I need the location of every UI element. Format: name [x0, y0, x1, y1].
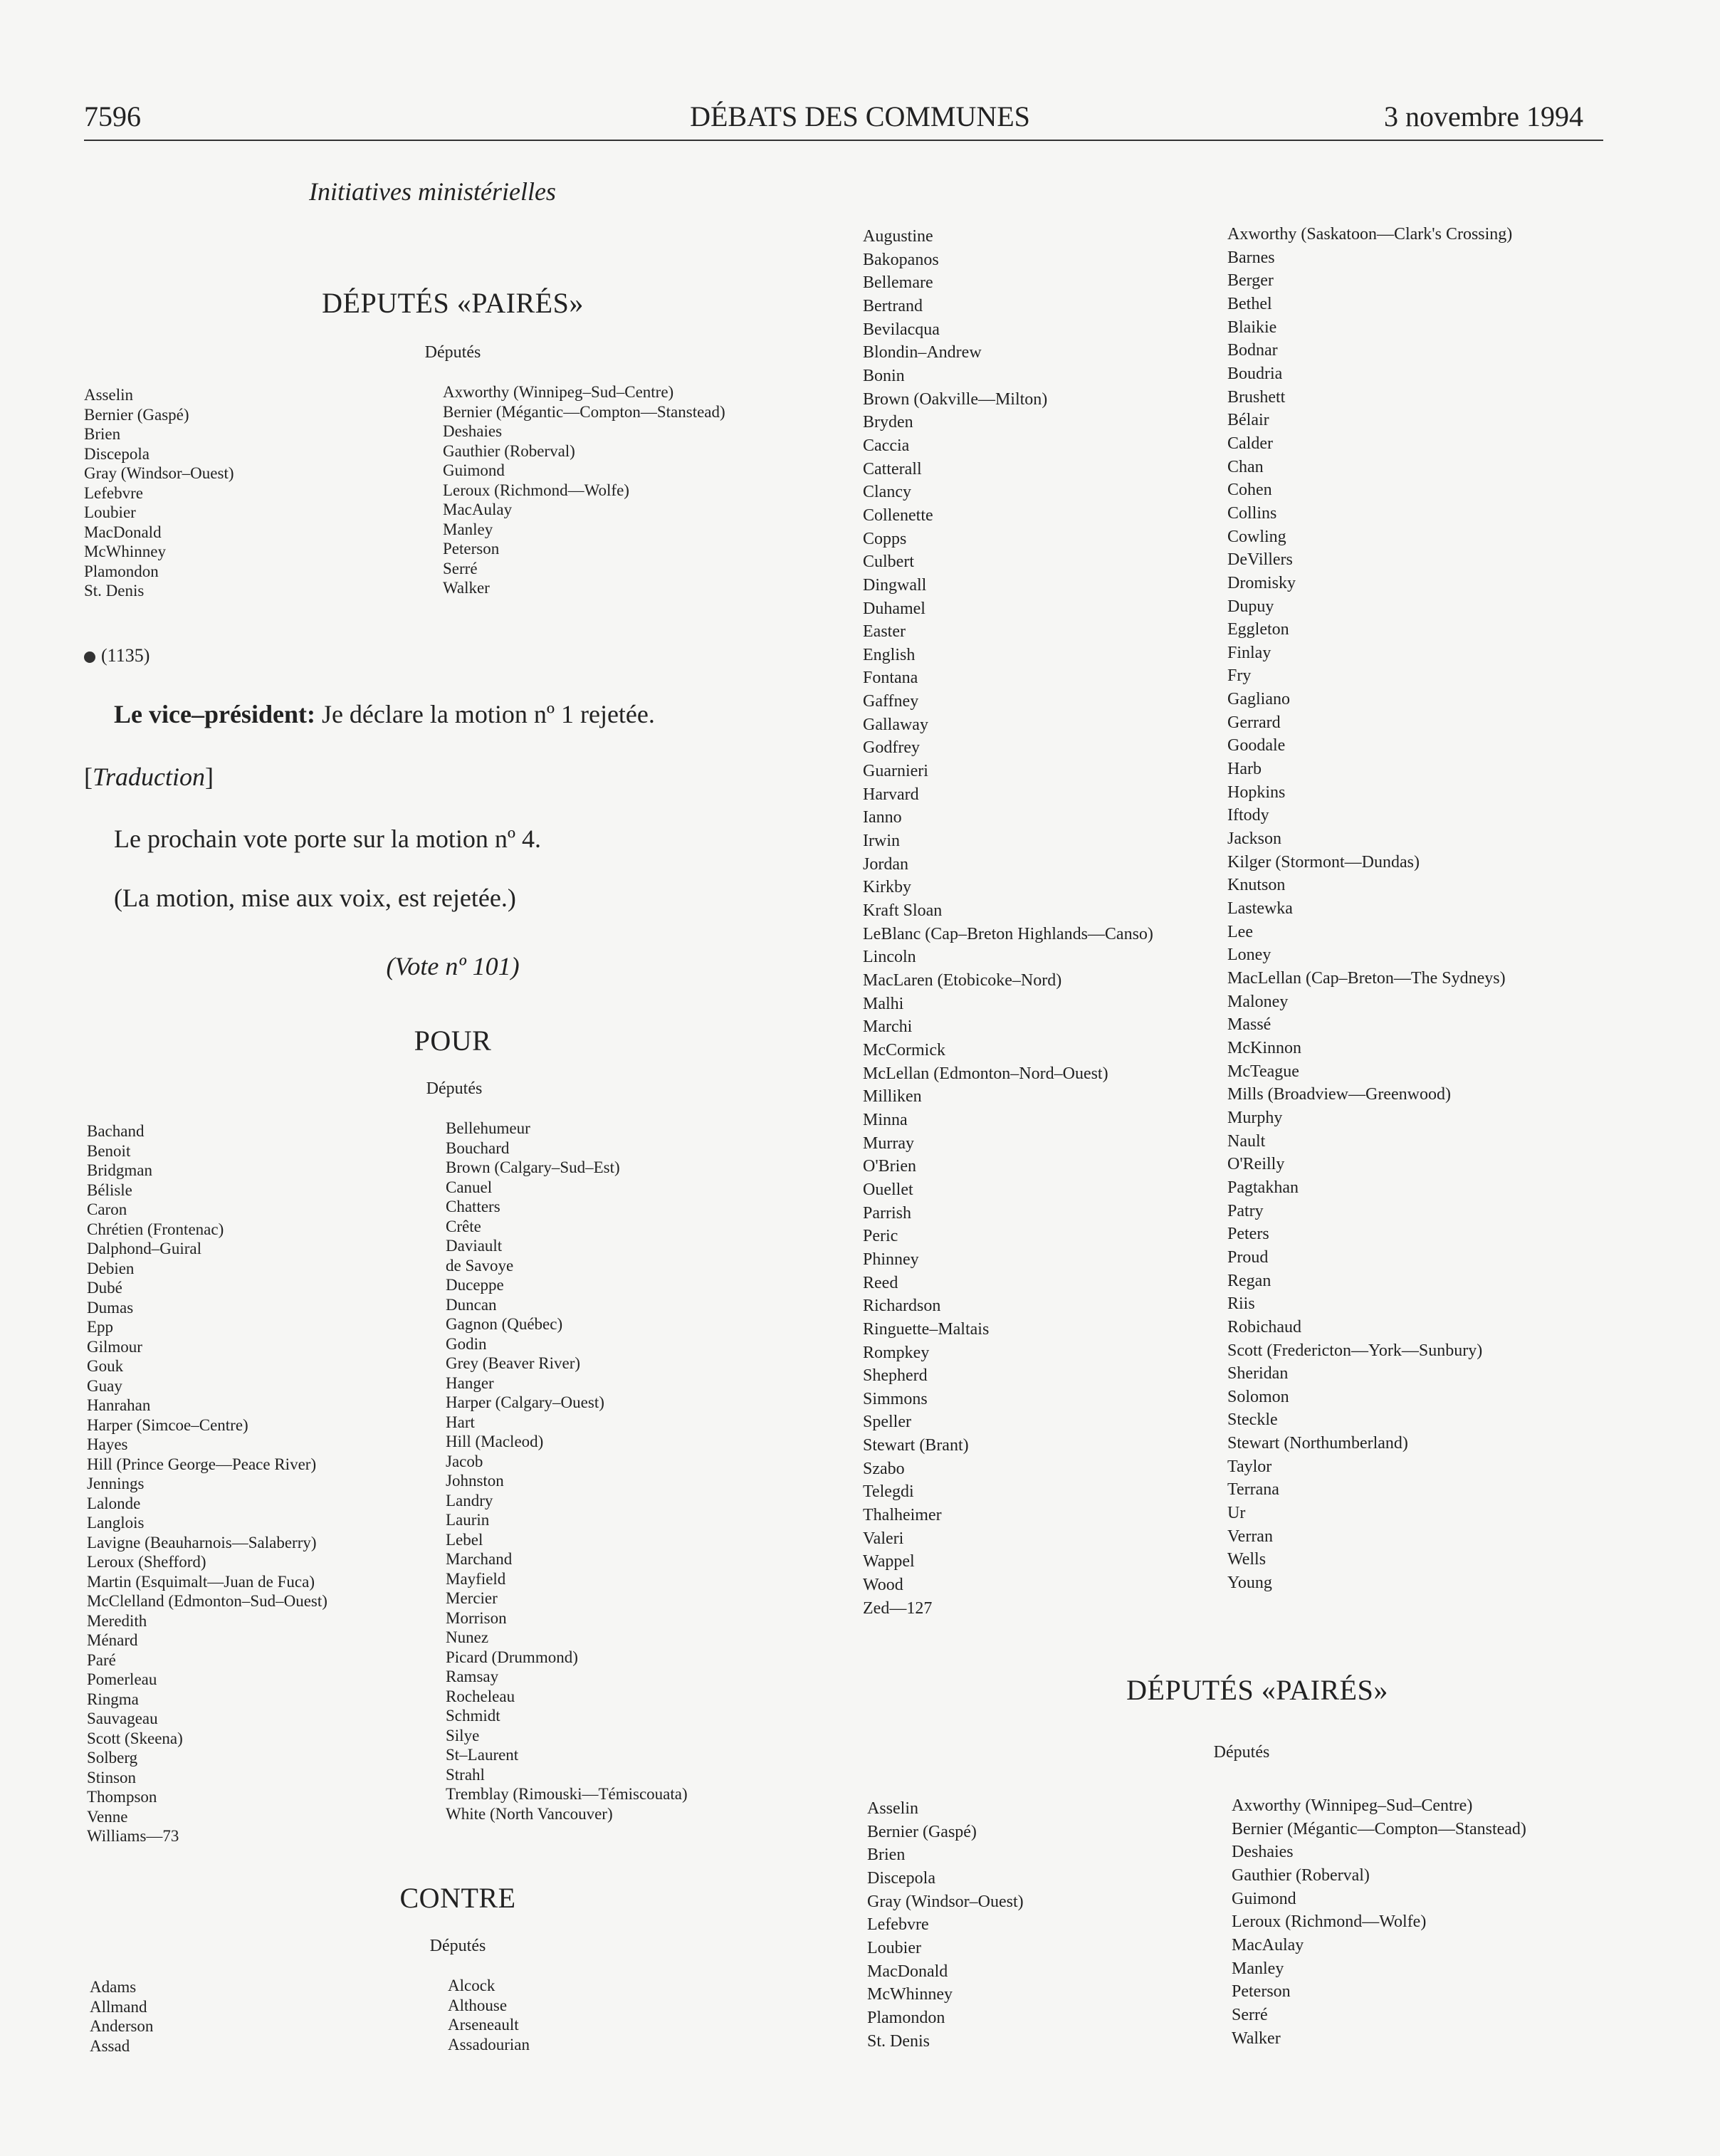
member-name: St. Denis — [867, 2031, 930, 2051]
member-name: Morrison — [446, 1608, 507, 1627]
contre-col3 — [863, 225, 1153, 1620]
member-name: Eggleton — [1227, 620, 1289, 639]
member-name: Nault — [1227, 1131, 1266, 1151]
member-name: Clancy — [863, 483, 911, 502]
motion-result: (La motion, mise aux voix, est rejetée.) — [114, 884, 516, 912]
member-name: Mayfield — [446, 1569, 506, 1588]
member-name: Young — [1227, 1574, 1272, 1593]
member-name: MacLellan (Cap–Breton—The Sydneys) — [1227, 969, 1506, 988]
member-name: Deshaies — [443, 422, 503, 440]
member-name: Bernier (Mégantic—Compton—Stanstead) — [443, 402, 725, 421]
header-rule — [84, 140, 1603, 141]
member-name: Hart — [446, 1413, 475, 1431]
member-name: Assadourian — [448, 2035, 530, 2053]
member-name: Richardson — [863, 1297, 941, 1316]
member-name: Gray (Windsor–Ouest) — [84, 464, 234, 482]
member-name: Manley — [1232, 1959, 1284, 1978]
member-name: Dalphond–Guiral — [87, 1240, 201, 1257]
member-name: Allmand — [90, 1997, 147, 2016]
member-name: Scott (Fredericton—York—Sunbury) — [1227, 1341, 1483, 1360]
paired-bottom-title: DÉPUTÉS «PAIRÉS» — [1126, 1674, 1388, 1706]
member-name: Lefebvre — [84, 483, 143, 502]
member-name: Lebel — [446, 1530, 483, 1549]
member-name: Williams—73 — [87, 1827, 179, 1845]
member-name: Culbert — [863, 553, 914, 572]
member-name: Duhamel — [863, 599, 925, 618]
member-name: Rocheleau — [446, 1687, 515, 1705]
member-name: Jacob — [446, 1452, 483, 1470]
member-name: Canuel — [446, 1178, 493, 1196]
member-name: Gauthier (Roberval) — [443, 441, 575, 460]
member-name: Proud — [1227, 1247, 1269, 1267]
member-name: McClelland (Edmonton–Sud–Ouest) — [87, 1592, 327, 1610]
member-name: Murray — [863, 1134, 914, 1153]
member-name: Serré — [443, 559, 478, 577]
member-name: Gagnon (Québec) — [446, 1315, 563, 1333]
member-name: McKinnon — [1227, 1038, 1301, 1057]
member-name: Hanger — [446, 1373, 494, 1392]
member-name: Wappel — [863, 1552, 915, 1571]
pour-col1 — [87, 1121, 327, 1846]
member-name: Gilmour — [87, 1337, 142, 1356]
member-name: Jennings — [87, 1475, 145, 1492]
contre-subtitle: Députés — [429, 1937, 486, 1955]
member-name: Telegdi — [863, 1482, 914, 1502]
member-name: Landry — [446, 1491, 493, 1509]
member-name: Solberg — [87, 1749, 138, 1767]
member-name: Taylor — [1227, 1457, 1272, 1476]
member-name: Ianno — [863, 808, 902, 827]
member-name: Axworthy (Winnipeg–Sud–Centre) — [443, 383, 674, 401]
speech-text: Je déclare la motion nº 1 rejetée. — [321, 700, 655, 728]
member-name: Pagtakhan — [1227, 1178, 1299, 1197]
member-name: Szabo — [863, 1459, 905, 1478]
member-name: Harb — [1227, 760, 1262, 779]
paired-bottom-col2 — [1232, 1794, 1526, 2050]
member-name: Bryden — [863, 413, 913, 432]
member-name: Lastewka — [1227, 899, 1293, 919]
member-name: Peters — [1227, 1225, 1269, 1244]
member-name: O'Reilly — [1227, 1155, 1285, 1174]
member-name: Benoit — [87, 1141, 131, 1160]
member-name: Calder — [1227, 434, 1273, 453]
member-name: Bellehumeur — [446, 1119, 530, 1137]
member-name: Peric — [863, 1227, 898, 1246]
member-name: Milliken — [863, 1087, 922, 1106]
paired-bottom-subtitle: Députés — [1213, 1743, 1270, 1762]
member-name: Shepherd — [863, 1366, 928, 1386]
member-name: Collins — [1227, 503, 1277, 523]
member-name: Scott (Skeena) — [87, 1729, 183, 1747]
member-name: Cohen — [1227, 481, 1272, 500]
member-name: de Savoye — [446, 1256, 514, 1275]
member-name: Serré — [1232, 2005, 1268, 2024]
member-name: Lefebvre — [867, 1915, 929, 1935]
member-name: Peterson — [443, 540, 500, 558]
member-name: Plamondon — [867, 2008, 945, 2027]
member-name: Fontana — [863, 669, 918, 688]
member-name: Gagliano — [1227, 690, 1290, 709]
member-name: Walker — [443, 579, 490, 597]
member-name: Leroux (Richmond—Wolfe) — [443, 481, 629, 499]
member-name: Bélair — [1227, 411, 1269, 430]
member-name: Daviault — [446, 1237, 503, 1255]
member-name: Malhi — [863, 994, 904, 1013]
member-name: Loney — [1227, 946, 1271, 965]
member-name: Bernier (Gaspé) — [84, 405, 189, 424]
member-name: Chatters — [446, 1198, 500, 1215]
member-name: Barnes — [1227, 248, 1275, 267]
paired-top-title: DÉPUTÉS «PAIRÉS» — [322, 287, 584, 319]
member-name: MacDonald — [84, 523, 162, 541]
member-name: MacLaren (Etobicoke–Nord) — [863, 971, 1062, 990]
member-name: Lee — [1227, 922, 1253, 941]
member-name: Caccia — [863, 436, 910, 455]
member-name: Finlay — [1227, 643, 1271, 662]
pour-col2 — [446, 1119, 688, 1823]
member-name: MacAulay — [443, 501, 513, 518]
member-name: Collenette — [863, 506, 933, 525]
section-label: Initiatives ministérielles — [309, 177, 556, 206]
member-name: Irwin — [863, 832, 900, 851]
member-name: English — [863, 645, 916, 664]
member-name: Dupuy — [1227, 597, 1274, 616]
member-name: Godfrey — [863, 738, 920, 758]
member-name: Silye — [446, 1726, 480, 1744]
member-name: Bellemare — [863, 273, 933, 293]
member-name: Harper (Simcoe–Centre) — [87, 1415, 248, 1434]
member-name: Chrétien (Frontenac) — [87, 1220, 224, 1238]
member-name: Easter — [863, 622, 906, 642]
member-name: Lincoln — [863, 948, 916, 967]
member-name: Crête — [446, 1217, 481, 1235]
member-name: Peterson — [1232, 1982, 1291, 2001]
contre-col2 — [448, 1976, 530, 2054]
member-name: Strahl — [446, 1765, 485, 1784]
member-name: Picard (Drummond) — [446, 1648, 578, 1666]
member-name: McWhinney — [867, 1985, 953, 2004]
member-name: Axworthy (Saskatoon—Clark's Crossing) — [1227, 225, 1513, 244]
member-name: Marchand — [446, 1550, 513, 1568]
member-name: Reed — [863, 1273, 898, 1292]
member-name: Chan — [1227, 457, 1264, 476]
member-name: Dingwall — [863, 575, 927, 595]
member-name: Harper (Calgary–Ouest) — [446, 1393, 604, 1411]
member-name: Zed—127 — [863, 1598, 933, 1618]
member-name: Gouk — [87, 1357, 124, 1375]
member-name: Kilger (Stormont—Dundas) — [1227, 852, 1420, 872]
member-name: Goodale — [1227, 736, 1286, 755]
contre-col4 — [1227, 223, 1512, 1595]
member-name: Sauvageau — [87, 1710, 158, 1727]
member-name: McLellan (Edmonton–Nord–Ouest) — [863, 1064, 1108, 1083]
translation-label: [Traduction] — [84, 763, 214, 791]
member-name: Lalonde — [87, 1494, 141, 1512]
contre-col1 — [90, 1977, 153, 2056]
member-name: Minna — [863, 1110, 908, 1129]
member-name: McWhinney — [84, 543, 166, 560]
member-name: Blaikie — [1227, 318, 1277, 337]
member-name: Jordan — [863, 854, 908, 874]
member-name: Knutson — [1227, 876, 1286, 895]
member-name: Fry — [1227, 666, 1252, 686]
page-number: 7596 — [84, 100, 141, 132]
member-name: Terrana — [1227, 1480, 1279, 1500]
member-name: Simmons — [863, 1389, 928, 1408]
member-name: Nunez — [446, 1628, 489, 1646]
member-name: Debien — [87, 1259, 135, 1277]
member-name: Thalheimer — [863, 1506, 942, 1525]
member-name: Gauthier (Roberval) — [1232, 1865, 1370, 1885]
member-name: Asselin — [84, 386, 133, 404]
member-name: Johnston — [446, 1472, 504, 1490]
member-name: Patry — [1227, 1201, 1264, 1220]
member-name: Althouse — [448, 1996, 508, 2014]
member-name: Arseneault — [448, 2016, 519, 2034]
member-name: St–Laurent — [446, 1746, 519, 1764]
member-name: Alcock — [448, 1977, 495, 1994]
member-name: Brown (Calgary–Sud–Est) — [446, 1158, 620, 1176]
member-name: Hanrahan — [87, 1396, 151, 1414]
contre-title: CONTRE — [399, 1882, 516, 1914]
member-name: Brown (Oakville—Milton) — [863, 389, 1048, 409]
member-name: Hopkins — [1227, 783, 1286, 802]
member-name: Tremblay (Rimouski—Témiscouata) — [446, 1785, 688, 1803]
member-name: Mercier — [446, 1589, 498, 1607]
member-name: Verran — [1227, 1527, 1273, 1546]
member-name: Stewart (Northumberland) — [1227, 1434, 1408, 1453]
member-name: Paré — [87, 1650, 116, 1669]
member-name: Catterall — [863, 459, 922, 478]
member-name: Maloney — [1227, 992, 1289, 1011]
member-name: Epp — [87, 1318, 114, 1336]
member-name: Bridgman — [87, 1161, 152, 1179]
member-name: Hill (Macleod) — [446, 1433, 544, 1450]
member-name: Gerrard — [1227, 713, 1281, 732]
member-name: Kraft Sloan — [863, 901, 943, 921]
member-name: Valeri — [863, 1529, 904, 1548]
member-name: Gallaway — [863, 715, 928, 734]
member-name: Brushett — [1227, 387, 1286, 407]
member-name: Anderson — [90, 2017, 154, 2035]
member-name: Dumas — [87, 1298, 134, 1317]
member-name: Bakopanos — [863, 250, 939, 269]
member-name: Bernier (Gaspé) — [867, 1822, 977, 1841]
member-name: Bonin — [863, 366, 905, 385]
member-name: Dubé — [87, 1279, 122, 1297]
member-name: Venne — [87, 1807, 128, 1826]
vote-number: (Vote nº 101) — [386, 952, 520, 980]
member-name: Copps — [863, 529, 907, 548]
member-name: Ur — [1227, 1504, 1246, 1523]
paired-top-subtitle: Députés — [424, 343, 481, 362]
member-name: Berger — [1227, 271, 1274, 291]
paired-bottom-col1 — [867, 1797, 1024, 2053]
member-name: Kirkby — [863, 878, 911, 897]
member-name: Langlois — [87, 1514, 145, 1532]
member-name: Cowling — [1227, 527, 1286, 546]
member-name: Guimond — [1232, 1889, 1296, 1908]
member-name: Robichaud — [1227, 1317, 1301, 1336]
member-name: Harvard — [863, 785, 919, 804]
member-name: Hayes — [87, 1435, 128, 1453]
member-name: McTeague — [1227, 1062, 1299, 1081]
member-name: Bevilacqua — [863, 320, 940, 339]
member-name: Phinney — [863, 1250, 919, 1269]
member-name: McCormick — [863, 1040, 945, 1059]
member-name: Wells — [1227, 1550, 1267, 1569]
member-name: Lavigne (Beauharnois—Salaberry) — [87, 1533, 317, 1551]
member-name: Bernier (Mégantic—Compton—Stanstead) — [1232, 1819, 1526, 1838]
member-name: Loubier — [84, 503, 136, 521]
member-name: Iftody — [1227, 806, 1269, 825]
member-name: Guarnieri — [863, 762, 928, 781]
member-name: Schmidt — [446, 1707, 500, 1725]
member-name: Ringma — [87, 1690, 139, 1708]
member-name: Speller — [863, 1413, 911, 1432]
member-name: Gaffney — [863, 692, 919, 711]
member-name: Solomon — [1227, 1387, 1289, 1406]
member-name: Guimond — [443, 461, 505, 479]
member-name: Gray (Windsor–Ouest) — [867, 1892, 1024, 1911]
member-name: Bélisle — [87, 1181, 132, 1199]
member-name: Caron — [87, 1200, 127, 1218]
member-name: Ménard — [87, 1631, 138, 1649]
member-name: Boudria — [1227, 364, 1283, 383]
speaker-name: Le vice–président: — [114, 700, 315, 728]
member-name: Walker — [1232, 2029, 1281, 2048]
member-name: Stewart (Brant) — [863, 1436, 969, 1455]
member-name: St. Denis — [84, 582, 145, 600]
page-date: 3 novembre 1994 — [1384, 100, 1583, 132]
member-name: Discepola — [84, 444, 150, 463]
member-name: LeBlanc (Cap–Breton Highlands—Canso) — [863, 924, 1153, 943]
member-name: Dromisky — [1227, 573, 1296, 592]
member-name: DeVillers — [1227, 550, 1293, 570]
member-name: Loubier — [867, 1938, 921, 1957]
member-name: Riis — [1227, 1294, 1255, 1314]
bullet-icon — [84, 651, 95, 663]
member-name: Bodnar — [1227, 341, 1278, 360]
member-name: Brien — [867, 1846, 906, 1865]
member-name: Bouchard — [446, 1139, 510, 1157]
member-name: Martin (Esquimalt—Juan de Fuca) — [87, 1572, 315, 1591]
member-name: O'Brien — [863, 1157, 916, 1176]
member-name: Pomerleau — [87, 1670, 157, 1688]
member-name: Jackson — [1227, 830, 1281, 849]
member-name: Manley — [443, 520, 493, 538]
member-name: Adams — [90, 1978, 137, 1996]
member-name: Thompson — [87, 1788, 157, 1806]
member-name: Duncan — [446, 1295, 497, 1314]
member-name: Murphy — [1227, 1108, 1283, 1127]
member-name: White (North Vancouver) — [446, 1804, 613, 1823]
member-name: Assad — [90, 2036, 130, 2055]
member-name: Massé — [1227, 1015, 1271, 1035]
member-name: Duceppe — [446, 1276, 504, 1294]
member-name: Rompkey — [863, 1343, 930, 1362]
member-name: Deshaies — [1232, 1843, 1294, 1862]
member-name: Bethel — [1227, 294, 1272, 313]
member-name: Bertrand — [863, 296, 923, 315]
paired-top-col2 — [443, 382, 725, 598]
member-name: Asselin — [867, 1799, 918, 1818]
member-name: Discepola — [867, 1868, 935, 1888]
member-name: Brien — [84, 425, 121, 443]
member-name: Bachand — [87, 1122, 145, 1140]
paired-top-col1 — [84, 385, 234, 601]
member-name: Regan — [1227, 1271, 1271, 1290]
member-name: Leroux (Richmond—Wolfe) — [1232, 1912, 1427, 1932]
member-name: Hill (Prince George—Peace River) — [87, 1455, 317, 1473]
member-name: Axworthy (Winnipeg–Sud–Centre) — [1232, 1796, 1473, 1815]
member-name: Ringuette–Maltais — [863, 1319, 990, 1339]
member-name: Sheridan — [1227, 1364, 1289, 1383]
page-title: DÉBATS DES COMMUNES — [690, 100, 1030, 132]
speech — [114, 699, 655, 729]
member-name: MacDonald — [867, 1962, 948, 1981]
member-name: Stinson — [87, 1768, 137, 1786]
member-name: Parrish — [863, 1203, 911, 1223]
member-name: Marchi — [863, 1017, 913, 1037]
member-name: Meredith — [87, 1611, 147, 1630]
member-name: Blondin–Andrew — [863, 343, 982, 362]
member-name: Steckle — [1227, 1411, 1278, 1430]
next-vote-text: Le prochain vote porte sur la motion nº 4. — [114, 825, 542, 853]
member-name: Ramsay — [446, 1668, 499, 1685]
time-marker: (1135) — [84, 645, 150, 666]
member-name: Mills (Broadview—Greenwood) — [1227, 1085, 1451, 1104]
member-name: Grey (Beaver River) — [446, 1354, 581, 1372]
member-name: Augustine — [863, 227, 933, 246]
member-name: Ouellet — [863, 1180, 913, 1199]
member-name: Plamondon — [84, 562, 159, 580]
member-name: Leroux (Shefford) — [87, 1553, 206, 1571]
pour-subtitle: Députés — [426, 1079, 483, 1098]
member-name: MacAulay — [1232, 1935, 1304, 1954]
member-name: Laurin — [446, 1511, 490, 1529]
pour-title: POUR — [414, 1025, 492, 1057]
member-name: Guay — [87, 1376, 122, 1395]
member-name: Godin — [446, 1334, 487, 1353]
member-name: Wood — [863, 1576, 903, 1595]
